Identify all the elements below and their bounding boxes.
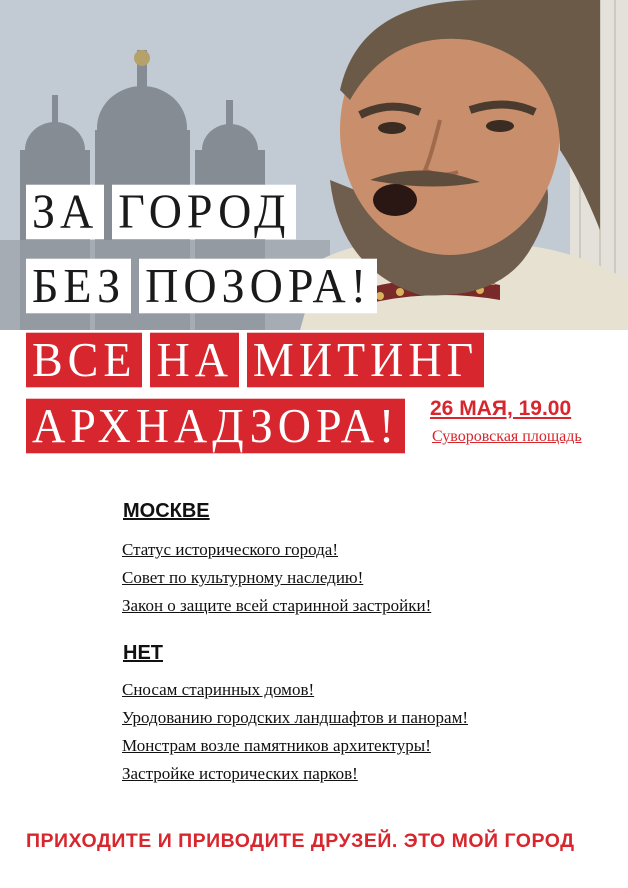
list-item: Застройке исторических парков! bbox=[122, 764, 358, 783]
list-item: Сносам старинных домов! bbox=[122, 680, 315, 699]
event-date: 26 МАЯ, 19.00 bbox=[430, 397, 572, 420]
headline-word: ПОЗОРА! bbox=[139, 259, 377, 314]
headline-word: МИТИНГ bbox=[247, 333, 484, 388]
headline-word: БЕЗ bbox=[26, 259, 131, 314]
list-item: Монстрам возле памятников архитектуры! bbox=[122, 736, 431, 755]
headline-word: ГОРОД bbox=[112, 185, 296, 240]
list-item: Уродованию городских ландшафтов и панорам! bbox=[122, 708, 469, 727]
moscow-demands-list bbox=[122, 536, 431, 620]
section-title-moscow: МОСКВЕ bbox=[123, 500, 210, 522]
section-title-no: НЕТ bbox=[123, 642, 163, 664]
headline-word: ВСЕ bbox=[26, 333, 142, 388]
headline-line-3 bbox=[26, 334, 484, 386]
headline-word: АРХНАДЗОРА! bbox=[26, 399, 405, 454]
no-list bbox=[122, 676, 468, 788]
headline-line-2 bbox=[26, 260, 377, 312]
headline-line-4 bbox=[26, 400, 405, 452]
list-item: Статус исторического города! bbox=[122, 540, 338, 559]
event-place: Суворовская площадь bbox=[432, 428, 582, 445]
headline-word: ЗА bbox=[26, 185, 104, 240]
headline-word: НА bbox=[150, 333, 238, 388]
footer-slogan: ПРИХОДИТЕ И ПРИВОДИТЕ ДРУЗЕЙ. ЭТО МОЙ ГОРОД bbox=[26, 830, 575, 852]
headline-line-1 bbox=[26, 186, 296, 238]
list-item: Закон о защите всей старинной застройки! bbox=[122, 596, 432, 615]
list-item: Совет по культурному наследию! bbox=[122, 568, 364, 587]
